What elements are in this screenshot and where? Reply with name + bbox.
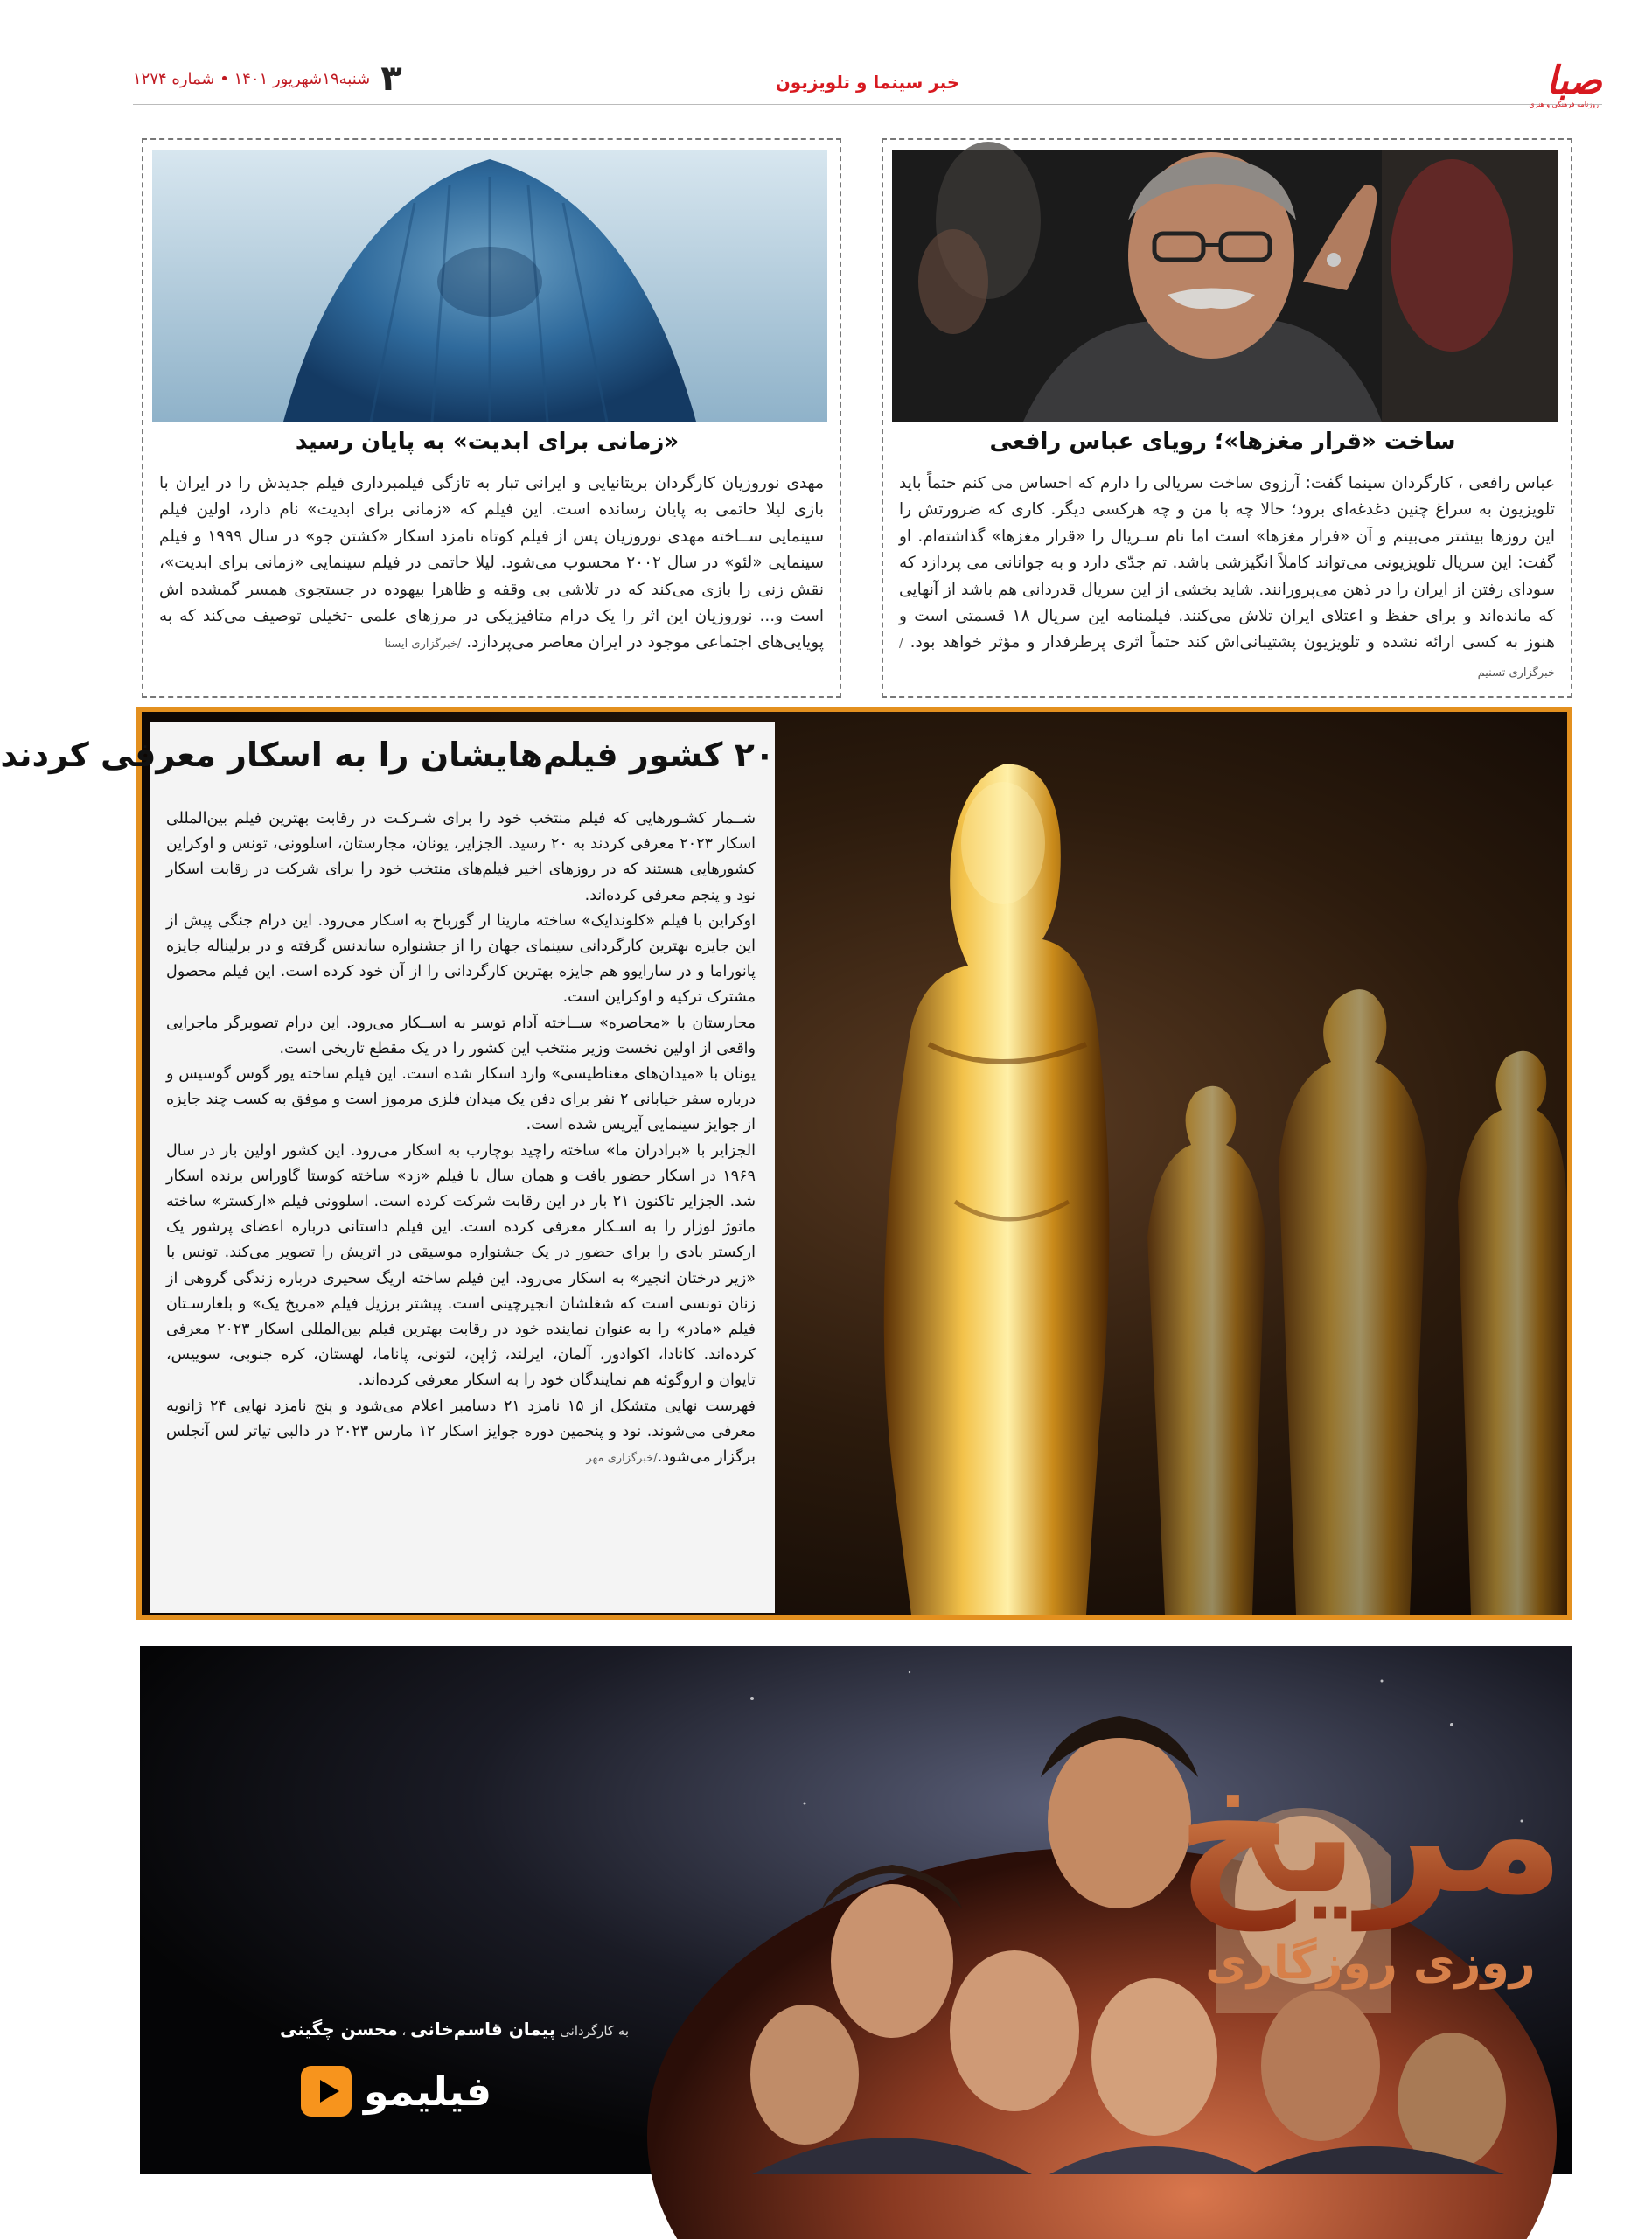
feature-paragraph-6 (166, 1394, 756, 1472)
logo-tagline: روزنامه فرهنگی و هنری (1529, 101, 1599, 108)
feature-paragraph-1: شــمار کشـورهایی که فیلم منتخب خود را برای شـرکـت در رقابت بهترین فیلم بین‌المللی اسکار ۲۰۲۳ معرفی کردند به ۲۰ رسید. الجزایر، یونان، مجارستان، اسلوونی، تونس و اوکراین کشورهایی هستند که در روزهای اخیر فیلم‌های منتخب خود را برای شرکت در رقابت اسکار نود و پنجم معرفی کرده‌اند. (166, 810, 756, 904)
credits-label: به کارگردانی (560, 2023, 630, 2039)
article-body (159, 471, 824, 659)
filimo-play-icon (301, 2066, 352, 2117)
feature-paragraph-2: اوکراین با فیلم «کلوندایک» ساخته مارینا ار گورباخ به اسکار می‌رود. این درام جنگی پیش از این جایزه بهترین کارگردانی سینمای جهان را از جشنواره ساندنس گرفته و در برلیناله جایزه پانوراما و در سارایوو هم جایزه بهترین کارگردانی را از آن خود کرده است. این فیلم محصول مشترک ترکیه و اوکراین است. (166, 911, 756, 1007)
page-header (133, 59, 1602, 108)
page-number: ۳ (380, 59, 402, 99)
oscar-feature (0, 707, 1572, 1620)
article-text: عباس رافعی ، کارگردان سینما گفت: آرزوی ساخت سریالی را دارم که احساس می کنم حتماً باید تلویزیون به سراغ چنین دغدغه‌ای برود؛ حالا چه با من و چه هرکسی دیگر. کاری که ضرورتش را این روزها بیشتر می‌بینم و آن «فرار مغزها» است اما نام سـریال را «قرار مغزها» گذاشته‌ام. او گفت: این سریال تلویزیونی می‌تواند کاملاً انگیزشی باشد. تم جدّی دارد و به جوانانی می پردازد که سودای رفتن از ایران را در ذهن می‌پرورانند. شاید بخشی از این سریال قدردانی هم باشد از آنهایی که مانده‌اند و برای حفظ و اعتلای ایران تلاش می‌کنند. فیلمنامه این سریال ۱۸ قسمتی است و هنوز به کسی ارائه نشده و تلویزیون پشتیبانی‌اش کند حتماً اثری پرطرفدار و مؤثر خواهد بود. (899, 474, 1555, 652)
feature-text-panel (0, 722, 775, 1613)
headline: ساخت «قرار مغزها»؛ رویای عباس رافعی (989, 429, 1456, 455)
filimo-brand-name: فیلیمو (364, 2068, 492, 2115)
portrait-illustration (892, 150, 1558, 422)
issue-date: شنبه۱۹شهریور ۱۴۰۱ • شماره ۱۲۷۴ (133, 69, 371, 88)
issue-info (133, 59, 402, 99)
feature-headline: ۲۰ کشور فیلم‌هایشان را به اسکار معرفی کردند (0, 736, 775, 774)
news-source: /خبرگزاری مهر (586, 1452, 658, 1466)
director-1: پیمان قاسم‌خانی (410, 2019, 556, 2040)
filimo-ad-banner[interactable] (140, 1646, 1572, 2174)
feature-body (166, 806, 756, 1471)
feature-paragraph-6-text: فهرست نهایی متشکل از ۱۵ نامزد ۲۱ دسامبر اعلام می‌شود و پنج نامزد نهایی ۲۴ ژانویه معرفی می‌شوند. نود و پنجمین دوره جوایز اسکار ۱۲ مارس ۲۰۲۳ در دالبی تیاتر لس آنجلس برگزار می‌شود. (166, 1397, 756, 1467)
filimo-brand[interactable] (301, 2066, 491, 2117)
feature-paragraph-5: الجزایر با «برادران ما» ساخته راچید بوچارب به اسکار می‌رود. این کشور اولین بار در سال ۱۹۶۹ در اسکار حضور یافت و همان سال با فیلم «زد» ساخته کوستا گاوراس برنده اسکار شد. الجزایر تاکنون ۲۱ بار در این رقابت شرکت کرده است. اسلوونی فیلم «ارکستر» ساخته ماتوژ لوزار را به اسـکار معرفی کرده است. این فیلم داستانی درباره اعضای پرشور یک ارکستر بادی را برای حضور در یک جشنواره موسیقی در اتریش را تصویر می‌کند. تونس با «زیر درختان انجیر» به اسکار می‌رود. این فیلم ساخته اریگ سحیری درباره زندگی گروهی از زنان تونسی است که شغلشان انجیرچینی است. پیشتر برزیل فیلم «مریخ یک» و بلغارسـتان فیلم «مادر» را به عنوان نماینده خود در رقابت بهترین فیلم بین‌المللی اسکار ۲۰۲۳ معرفی کرده‌اند. کانادا، اکوادور، آلمان، ایرلند، ژاپن، لتونی، پاناما، لهستان، کره جنوبی، سوییس، تایوان و اروگوئه هم نمایندگان خود را به اسکار معرفی کرده‌اند. (166, 1141, 756, 1390)
news-box-rafei (882, 138, 1572, 698)
logo-text: صبا (1545, 59, 1602, 103)
ad-credits (280, 2019, 629, 2040)
newspaper-logo[interactable] (1529, 59, 1602, 108)
feature-paragraph-4: یونان با «میدان‌های مغناطیسی» وارد اسکار شده است. این فیلم ساخته یور گوس گوسیس و درباره سفر خیابانی ۲ نفر برای دفن یک میدان فلزی مرموز است و موفق به کسب چند جایزه از جوایز سینمایی آیریس شده است. (166, 1065, 756, 1134)
headline: «زمانی برای ابدیت» به پایان رسید (295, 429, 680, 455)
feature-paragraph-3: مجارستان با «محاصره» ســاخته آدام توسر به اســکار می‌رود. این درام تصویرگر ماجرایی واقعی از اولین نخست وزیر منتخب این کشور را در یک مقطع تاریخی است. (166, 1014, 756, 1057)
burqa-photo (156, 150, 827, 422)
movie-title-art (1169, 1681, 1572, 2022)
burqa-illustration (152, 150, 827, 422)
news-source: /خبرگزاری تسنیم (899, 638, 1555, 680)
news-source: /خبرگزاری ایسنا (384, 638, 462, 652)
news-box-eternity (142, 138, 841, 698)
rafei-photo (896, 150, 1558, 422)
section-title: خبر سینما و تلویزیون (775, 72, 960, 93)
director-2: محسن چگینی (280, 2019, 398, 2040)
article-text: مهدی نوروزیان کارگردان بریتانیایی و ایرانی تبار به تازگی فیلمبرداری فیلم جدیدش را در ایران با بازی لیلا حاتمی به پایان رسانده است. این فیلم که «زمانی برای ابدیت» نام دارد، اولین فیلم سینمایی ســاخته مهدی نوروزیان پس از فیلم کوتاه نامزد اسکار «کشتن جو» در سال ۱۹۹۹ و فیلم سینمایی «لئو» در سال ۲۰۰۲ محسوب می‌شود. لیلا حاتمی در فیلم سینمایی «زمانی برای ابدیت»، نقش زنی را بازی می‌کند که در تلاشی بی وقفه و ظاهرا بیهوده در جستجوی همسر گمشده اش است و... نوروزیان این اثر را یک درام متافیزیکی در مرزهای علمی -تخیلی توصیف می‌کند که به پویایی‌های اجتماعی موجود در ایران معاصر می‌پردازد. (159, 474, 825, 652)
credits-separator: ، (397, 2023, 407, 2039)
movie-subtitle: روزی روزگاری (1205, 1937, 1536, 1990)
article-body (899, 471, 1555, 687)
movie-title: مریخ (1175, 1737, 1565, 1930)
